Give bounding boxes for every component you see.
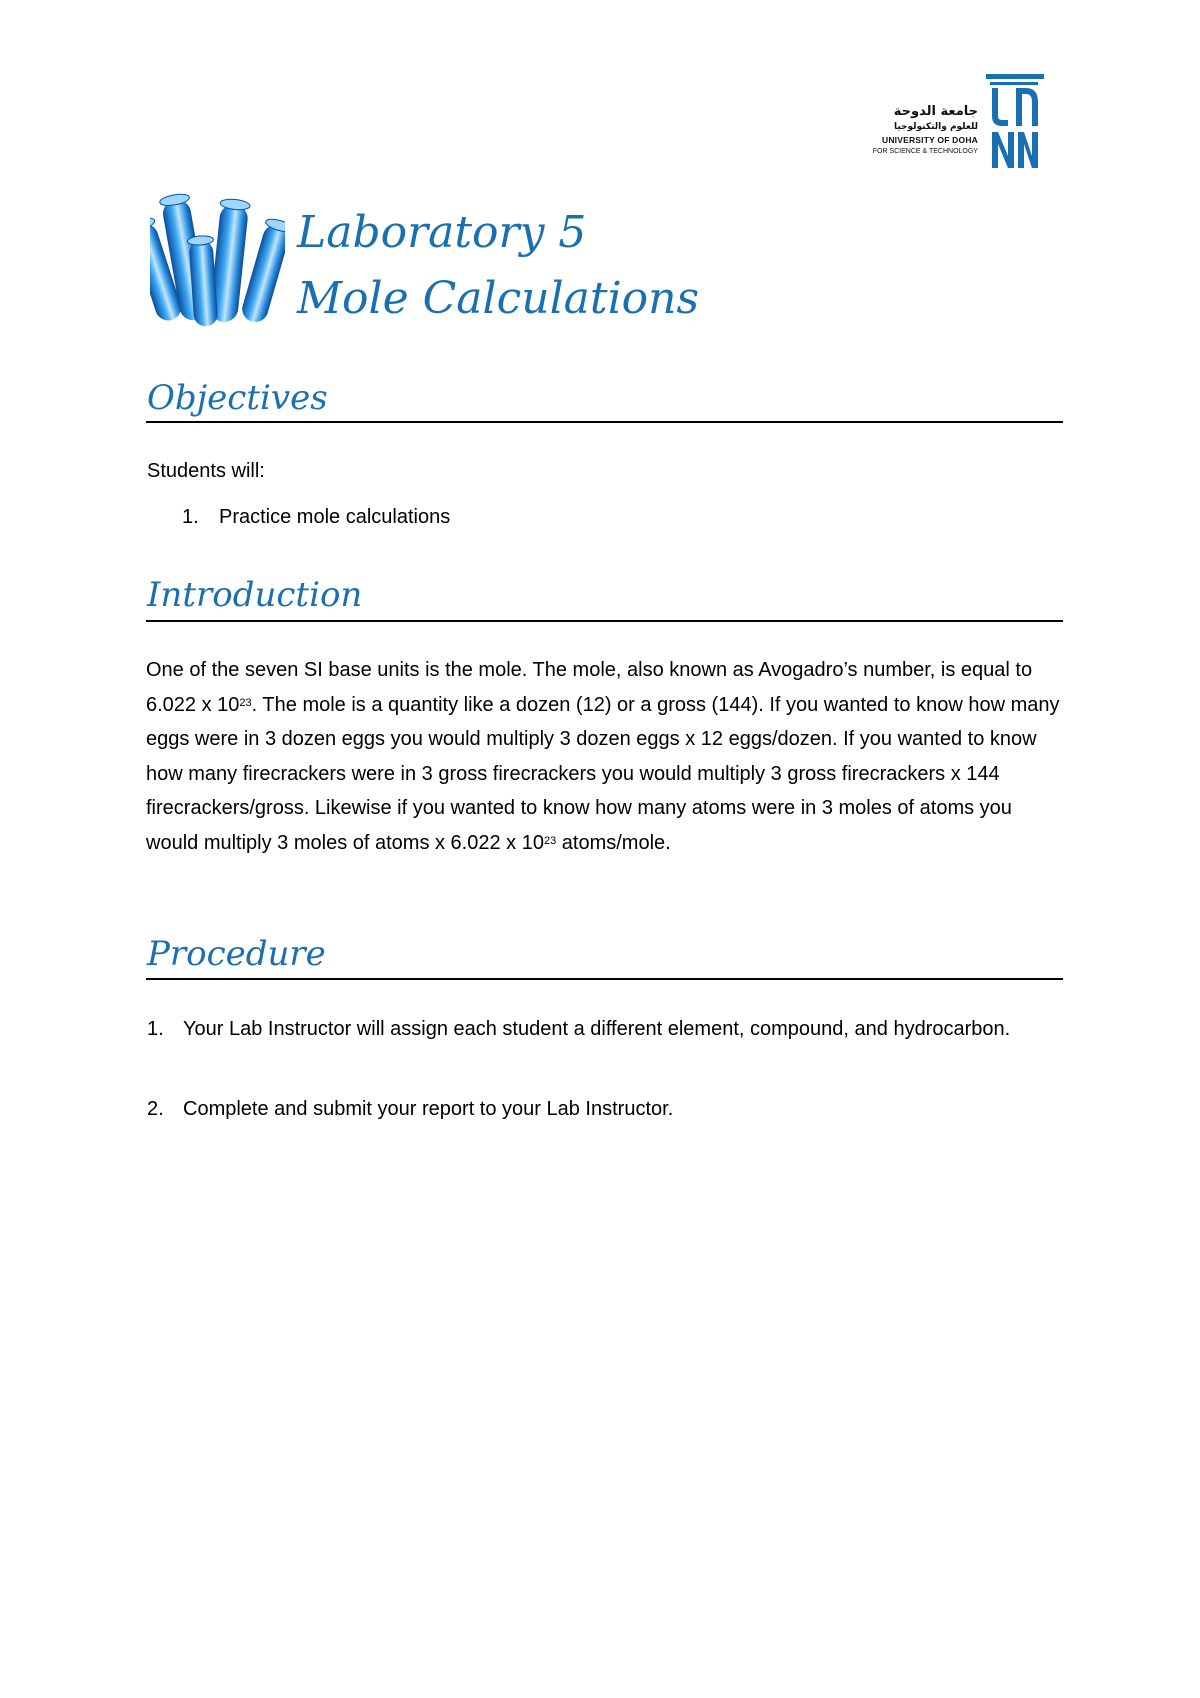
intro-text-1: One of the seven SI base units is the mole. The mole, also known as Avogadro’s number, is equal to 6.022 x 10 — [146, 659, 1033, 716]
title-line-2: Mole Calculations — [297, 273, 700, 324]
udst-mark-icon — [982, 72, 1046, 172]
introduction-divider — [146, 620, 1063, 622]
intro-exponent-2: 23 — [543, 834, 557, 847]
logo-english-subtitle: FOR SCIENCE & TECHNOLOGY — [872, 148, 978, 155]
procedure-item-1-text: Your Lab Instructor will assign each student a different element, compound, and hydrocarbon. — [183, 1018, 1011, 1040]
procedure-item-2-number: 2. — [147, 1098, 164, 1120]
objectives-lead: Students will: — [147, 460, 265, 482]
test-tubes-icon — [150, 190, 285, 330]
objectives-item-text: Practice mole calculations — [219, 506, 451, 528]
logo-text — [848, 104, 978, 157]
intro-text-2: . The mole is a quantity like a dozen (12) or a gross (144). If you wanted to know how many eggs were in 3 dozen eggs you would multiply 3 dozen eggs x 12 eggs/dozen. If you wanted to know how many firecrackers were in 3 gross firecrackers you would multiply 3 gross firecrackers x 144 firecrackers/gross. Likewise if you wanted to know how many atoms were in 3 moles of atoms you would multiply 3 moles of atoms x 6.022 x 10 — [146, 693, 1060, 854]
intro-text-3: atoms/mole. — [556, 831, 671, 854]
introduction-heading: Introduction — [147, 575, 363, 615]
procedure-item-2-text: Complete and submit your report to your Lab Instructor. — [183, 1098, 674, 1120]
intro-exponent-1: 23 — [239, 696, 252, 709]
objectives-item-number: 1. — [182, 506, 199, 528]
objectives-heading: Objectives — [147, 378, 328, 418]
procedure-item-1-number: 1. — [147, 1018, 164, 1040]
logo-arabic-subtitle: للعلوم والتكنولوجيا — [893, 122, 978, 132]
procedure-divider — [146, 978, 1063, 980]
logo-arabic-name: جامعة الدوحة — [893, 104, 978, 119]
introduction-paragraph — [146, 653, 1066, 860]
title-line-1: Laboratory 5 — [297, 207, 587, 258]
logo-english-name: UNIVERSITY OF DOHA — [881, 135, 978, 145]
document-title — [297, 200, 699, 332]
university-logo — [848, 72, 1048, 172]
objectives-divider — [146, 421, 1063, 423]
procedure-heading: Procedure — [147, 934, 326, 974]
